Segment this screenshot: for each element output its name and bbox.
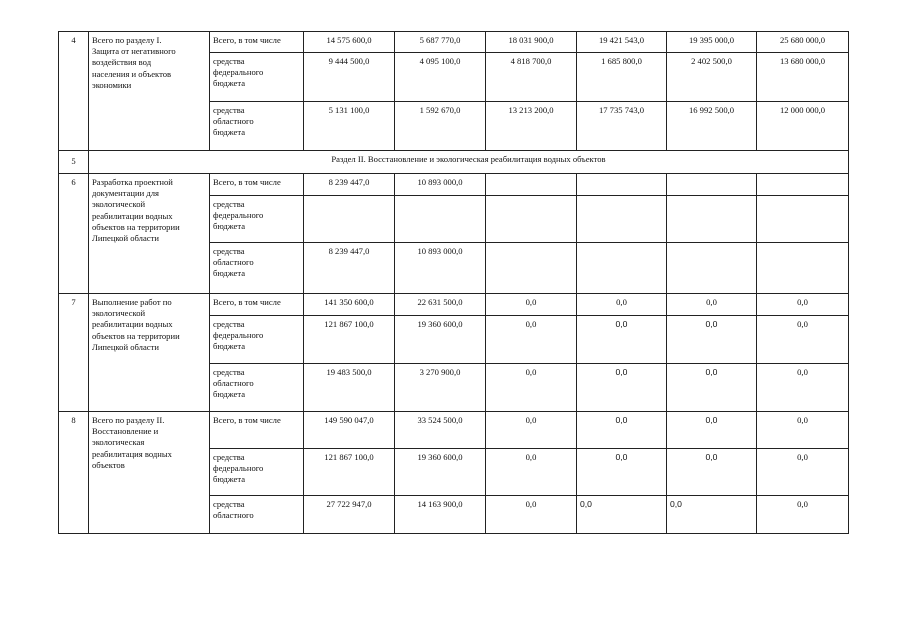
funding-source: средства областного бюджета	[210, 102, 304, 151]
row-name: Разработка проектной документации для экологической реабилитации водных объектов на территории Липецкой области	[89, 174, 210, 294]
section-row	[59, 151, 849, 174]
value-cell: 0,0	[486, 412, 577, 449]
funding-source: средства федерального бюджета	[210, 53, 304, 102]
value-cell: 0,0	[577, 364, 667, 412]
value-cell: 19 360 600,0	[395, 449, 486, 496]
value-cell: 149 590 047,0	[304, 412, 395, 449]
value-cell: 2 402 500,0	[667, 53, 757, 102]
value-cell: 0,0	[757, 316, 849, 364]
value-cell: 5 687 770,0	[395, 32, 486, 53]
row-name: Всего по разделу II. Восстановление и экологическая реабилитация водных объектов	[89, 412, 210, 534]
row-number: 5	[59, 151, 89, 174]
value-cell: 0,0	[486, 449, 577, 496]
value-cell: 0,0	[486, 316, 577, 364]
funding-source: Всего, в том числе	[210, 412, 304, 449]
value-cell	[304, 196, 395, 243]
value-cell: 10 893 000,0	[395, 243, 486, 294]
value-cell: 0,0	[577, 449, 667, 496]
funding-source: средства областного бюджета	[210, 364, 304, 412]
table-row	[59, 32, 849, 53]
value-cell: 141 350 600,0	[304, 294, 395, 316]
value-cell	[667, 243, 757, 294]
value-cell	[577, 196, 667, 243]
value-cell: 4 095 100,0	[395, 53, 486, 102]
value-cell: 13 680 000,0	[757, 53, 849, 102]
value-cell: 4 818 700,0	[486, 53, 577, 102]
value-cell: 0,0	[667, 449, 757, 496]
value-cell: 16 992 500,0	[667, 102, 757, 151]
value-cell: 0,0	[577, 496, 667, 534]
row-name: Выполнение работ по экологической реабилитации водных объектов на территории Липецкой области	[89, 294, 210, 412]
table-row	[59, 412, 849, 449]
value-cell	[395, 196, 486, 243]
value-cell: 13 213 200,0	[486, 102, 577, 151]
value-cell	[577, 243, 667, 294]
value-cell: 0,0	[757, 412, 849, 449]
table-row	[59, 294, 849, 316]
value-cell: 0,0	[486, 496, 577, 534]
value-cell: 0,0	[667, 316, 757, 364]
value-cell: 0,0	[667, 412, 757, 449]
value-cell: 19 483 500,0	[304, 364, 395, 412]
value-cell: 8 239 447,0	[304, 174, 395, 196]
row-name: Всего по разделу I. Защита от негативного воздействия вод населения и объектов экономики	[89, 32, 210, 151]
table-row	[59, 174, 849, 196]
row-number: 7	[59, 294, 89, 412]
value-cell: 0,0	[667, 496, 757, 534]
row-number: 6	[59, 174, 89, 294]
value-cell: 0,0	[486, 294, 577, 316]
value-cell: 10 893 000,0	[395, 174, 486, 196]
value-cell: 0,0	[486, 364, 577, 412]
value-cell: 27 722 947,0	[304, 496, 395, 534]
value-cell: 121 867 100,0	[304, 316, 395, 364]
section-title: Раздел II. Восстановление и экологическая реабилитация водных объектов	[89, 151, 849, 174]
value-cell: 17 735 743,0	[577, 102, 667, 151]
value-cell: 9 444 500,0	[304, 53, 395, 102]
value-cell: 0,0	[757, 294, 849, 316]
value-cell: 12 000 000,0	[757, 102, 849, 151]
value-cell: 19 421 543,0	[577, 32, 667, 53]
funding-source: Всего, в том числе	[210, 174, 304, 196]
value-cell: 0,0	[577, 316, 667, 364]
funding-source: средства областного бюджета	[210, 243, 304, 294]
value-cell	[757, 196, 849, 243]
row-number: 4	[59, 32, 89, 151]
value-cell: 25 680 000,0	[757, 32, 849, 53]
value-cell: 121 867 100,0	[304, 449, 395, 496]
funding-source: средства федерального бюджета	[210, 449, 304, 496]
funding-source: Всего, в том числе	[210, 32, 304, 53]
funding-source: средства федерального бюджета	[210, 316, 304, 364]
value-cell: 0,0	[667, 364, 757, 412]
funding-source: Всего, в том числе	[210, 294, 304, 316]
value-cell	[757, 243, 849, 294]
value-cell	[667, 174, 757, 196]
row-number: 8	[59, 412, 89, 534]
value-cell: 1 685 800,0	[577, 53, 667, 102]
value-cell	[577, 174, 667, 196]
value-cell	[667, 196, 757, 243]
value-cell: 5 131 100,0	[304, 102, 395, 151]
value-cell: 3 270 900,0	[395, 364, 486, 412]
value-cell: 0,0	[757, 364, 849, 412]
value-cell: 0,0	[577, 412, 667, 449]
value-cell	[486, 196, 577, 243]
value-cell: 8 239 447,0	[304, 243, 395, 294]
value-cell: 19 395 000,0	[667, 32, 757, 53]
value-cell	[757, 174, 849, 196]
funding-source: средства федерального бюджета	[210, 196, 304, 243]
funding-source: средства областного	[210, 496, 304, 534]
value-cell: 18 031 900,0	[486, 32, 577, 53]
value-cell: 1 592 670,0	[395, 102, 486, 151]
value-cell: 0,0	[757, 449, 849, 496]
value-cell: 14 575 600,0	[304, 32, 395, 53]
value-cell	[486, 243, 577, 294]
value-cell: 19 360 600,0	[395, 316, 486, 364]
value-cell: 22 631 500,0	[395, 294, 486, 316]
value-cell: 33 524 500,0	[395, 412, 486, 449]
value-cell	[486, 174, 577, 196]
budget-table	[58, 31, 849, 534]
value-cell: 0,0	[577, 294, 667, 316]
value-cell: 0,0	[667, 294, 757, 316]
value-cell: 0,0	[757, 496, 849, 534]
value-cell: 14 163 900,0	[395, 496, 486, 534]
